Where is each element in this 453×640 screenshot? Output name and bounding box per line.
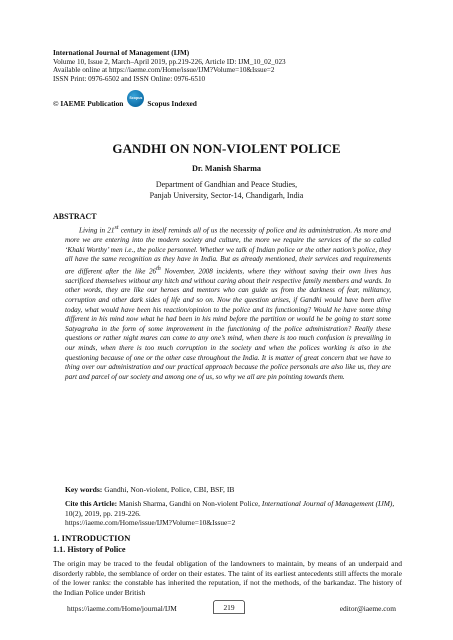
affiliation-line-1: Department of Gandhian and Peace Studies, bbox=[155, 180, 298, 189]
body-text: The origin may be traced to the feudal obligation of the landowners to maintain, by means of an underpaid and disorderly rabble, the semblance of order on their estates. The taint of its earliest antecedents still affects the morale of the lower ranks: the constable has inherited the reputation, if not the methods, of the barkandaz. The history of the Indian Police under British bbox=[53, 559, 402, 598]
available-online-line: Available online at https://iaeme.com/Home/issue/IJM?Volume=10&Issue=2 bbox=[53, 66, 275, 75]
citation-text: Manish Sharma, Gandhi on Non-violent Police, bbox=[117, 499, 262, 508]
affiliation-line-2: Panjab University, Sector-14, Chandigarh, India bbox=[149, 190, 304, 200]
article-title: GANDHI ON NON-VIOLENT POLICE bbox=[112, 141, 341, 156]
keywords-value: Gandhi, Non-violent, Police, CBI, BSF, IB bbox=[102, 485, 235, 494]
page-number: 219 bbox=[223, 602, 235, 612]
subsection-heading: 1.1. History of Police bbox=[53, 545, 126, 554]
issn-line: ISSN Print: 0976-6502 and ISSN Online: 0976-6510 bbox=[53, 74, 206, 83]
footer-email-link[interactable]: editor@iaeme.com bbox=[339, 604, 396, 613]
abstract-superscript-2: th bbox=[156, 265, 161, 272]
section-heading: 1. INTRODUCTION bbox=[53, 533, 131, 543]
journal-header bbox=[53, 49, 413, 83]
keywords bbox=[65, 485, 395, 494]
scopus-indexed-label: Scopus Indexed bbox=[147, 98, 197, 108]
scopus-logo-icon bbox=[127, 90, 144, 107]
abstract-text-part-2: century in itself reminds all of us the necessity of police and its administration. As more and more we are entering into the modern society and culture, the more we require the services of the so called ‘Khaki Worthy’ men i.e., the police personnel. Whether we talk of Indian police or the other nation’s police, they all have the same recognition as they have in India. But as already mentioned, their services and requirements are different after the like 26 bbox=[65, 226, 391, 276]
citation-journal: International Journal of Management (IJM) bbox=[261, 499, 393, 508]
journal-name: International Journal of Management (IJM) bbox=[53, 49, 190, 57]
citation-block bbox=[65, 499, 395, 528]
volume-line: Volume 10, Issue 2, March–April 2019, pp.219-226, Article ID: IJM_10_02_023 bbox=[53, 57, 286, 66]
scopus-logo-text: Scopus bbox=[129, 96, 143, 100]
publisher-row bbox=[53, 91, 413, 115]
publisher-name: © IAEME Publication bbox=[53, 98, 124, 108]
page-footer bbox=[53, 600, 402, 614]
footer-journal-link[interactable]: https://iaeme.com/Home/journal/IJM bbox=[67, 604, 177, 613]
keywords-label: Key words: bbox=[65, 485, 103, 494]
author-affiliation bbox=[0, 180, 453, 201]
abstract-text bbox=[65, 224, 391, 382]
citation-label: Cite this Article: bbox=[65, 499, 118, 508]
page-number-badge bbox=[213, 600, 245, 614]
citation-url-link[interactable]: https://iaeme.com/Home/issue/IJM?Volume=10&Issue=2 bbox=[65, 518, 236, 528]
abstract-superscript-1: st bbox=[114, 225, 119, 231]
citation-details: , 10(2), 2019, pp. 219-226. bbox=[65, 499, 395, 518]
author-name: Dr. Manish Sharma bbox=[191, 164, 262, 173]
body-paragraph bbox=[53, 559, 402, 598]
abstract-text-part-3: November, 2008 incidents, where they without saving their own lives has sacrificed themselves without any hitch and without caring about their respective family members and wards. In other words, they are like our heroes and mentors who can guide us from the darkness of fear, militancy, corruption and other dark sides of life and so on. Now the question arises, if Gandhi would have been alive today, what would have been his reaction/opinion to the police and its functioning? Would he have some thing different in his mind now what he had been in his mind before the partition or would he be going to start some Satyagraha in the form of some improvement in the functioning of the police administration? Really these questions or rather night mares can come to any one’s mind, when there is too much confusion is prevailing in our minds, when there is too much corruption in the society and when the polices working is also in the questioning because of one or the other case throughout the India. It is matter of great concern that we have to thing over our administration and our practical approach because the police personals are also like us, they are part and parcel of our society and among one of us, so why we all are pin pointing towards them. bbox=[65, 267, 391, 381]
abstract-text-part-1: Living in 21 bbox=[79, 226, 115, 235]
abstract-heading: ABSTRACT bbox=[53, 212, 97, 221]
